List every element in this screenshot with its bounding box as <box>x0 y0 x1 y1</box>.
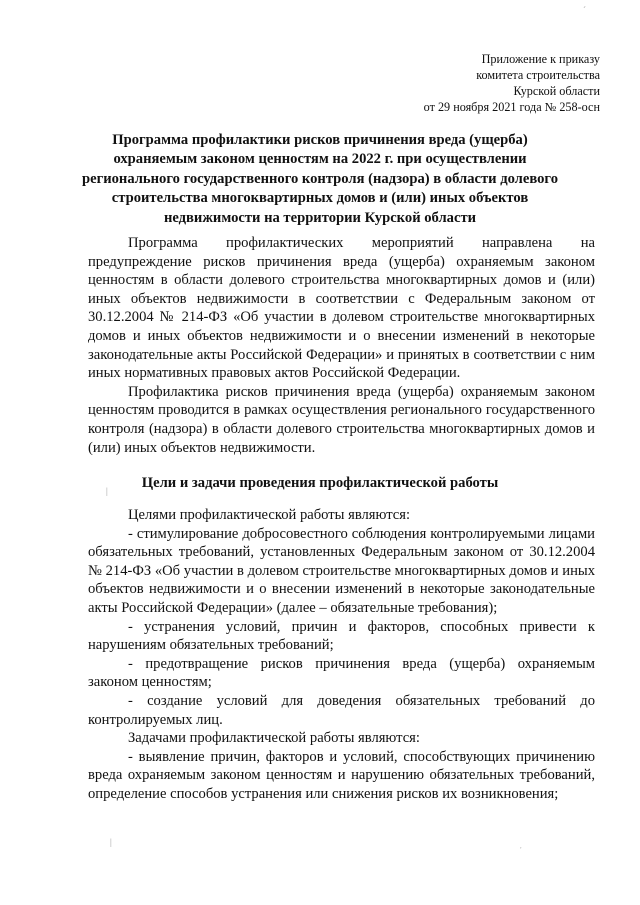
title-line: регионального государственного контроля (надзора) в области долевого <box>81 170 558 187</box>
task-item: - выявление причин, факторов и условий, способствующих причинению вреда охраняемым законом ценностям и нарушению обязательных требований, определение способов устранения или снижения рисков их возникновения; <box>88 748 595 802</box>
title-line: Программа профилактики рисков причинения вреда (ущерба) <box>112 132 528 148</box>
goal-item: - стимулирование добросовестного соблюдения контролируемыми лицами обязательных требований, установленных Федеральным законом от 30.12.2004 № 214-ФЗ «Об участии в долевом строительстве многоквартирных домов и иных объектов недвижимости и о внесении изменений в некоторые законодательные акты Российской Федерации» (далее – обязательные требования); <box>88 525 595 616</box>
title-line: охраняемым законом ценностям на 2022 г. при осуществлении <box>113 151 527 168</box>
document-title <box>68 131 572 228</box>
title-line: строительства многоквартирных домов и (или) иных объектов <box>111 190 529 207</box>
intro-paragraph: Профилактика рисков причинения вреда (ущерба) охраняемым законом ценностям проводится в рамках осуществления регионального государственного контроля (надзора) в области долевого строительства многоквартирных домов и (или) иных объектов недвижимости. <box>88 383 595 456</box>
intro-section <box>88 234 595 457</box>
goal-item: - предотвращение рисков причинения вреда (ущерба) охраняемым законом ценностям; <box>88 655 595 691</box>
goal-item: - устранения условий, причин и факторов, способных привести к нарушениям обязательных требований; <box>88 618 595 654</box>
title-line: недвижимости на территории Курской области <box>163 209 477 226</box>
goals-lead: Целями профилактической работы являются: <box>128 507 411 523</box>
section-heading: Цели и задачи проведения профилактической работы <box>141 475 499 491</box>
tasks-lead: Задачами профилактической работы являются: <box>128 730 420 747</box>
scan-mark: | <box>110 837 112 847</box>
scan-mark: ´ <box>583 5 586 15</box>
appendix-line: Курской области <box>513 84 600 98</box>
appendix-line: комитета строительства <box>476 68 600 82</box>
goal-item: - создание условий для доведения обязательных требований до контролируемых лиц. <box>88 692 595 728</box>
scan-mark: ˑ <box>519 844 522 854</box>
appendix-line: от 29 ноября 2021 года № 258-осн <box>423 100 600 114</box>
scan-mark: | <box>106 486 108 496</box>
goals-section <box>88 506 595 804</box>
appendix-line: Приложение к приказу <box>481 52 600 66</box>
intro-paragraph: Программа профилактических мероприятий направлена на предупреждение рисков причинения вреда (ущерба) охраняемым законом ценностям в области долевого строительства многоквартирных домов и (или) иных объектов недвижимости в соответствии с Федеральным законом от 30.12.2004 № 214-ФЗ «Об участии в долевом строительстве многоквартирных домов и иных объектов недвижимости и о внесении изменений в некоторые законодательные акты Российской Федерации» и принятых в соответствии с ним иных нормативных правовых актов Российской Федерации. <box>88 235 595 382</box>
appendix-header <box>424 51 600 115</box>
